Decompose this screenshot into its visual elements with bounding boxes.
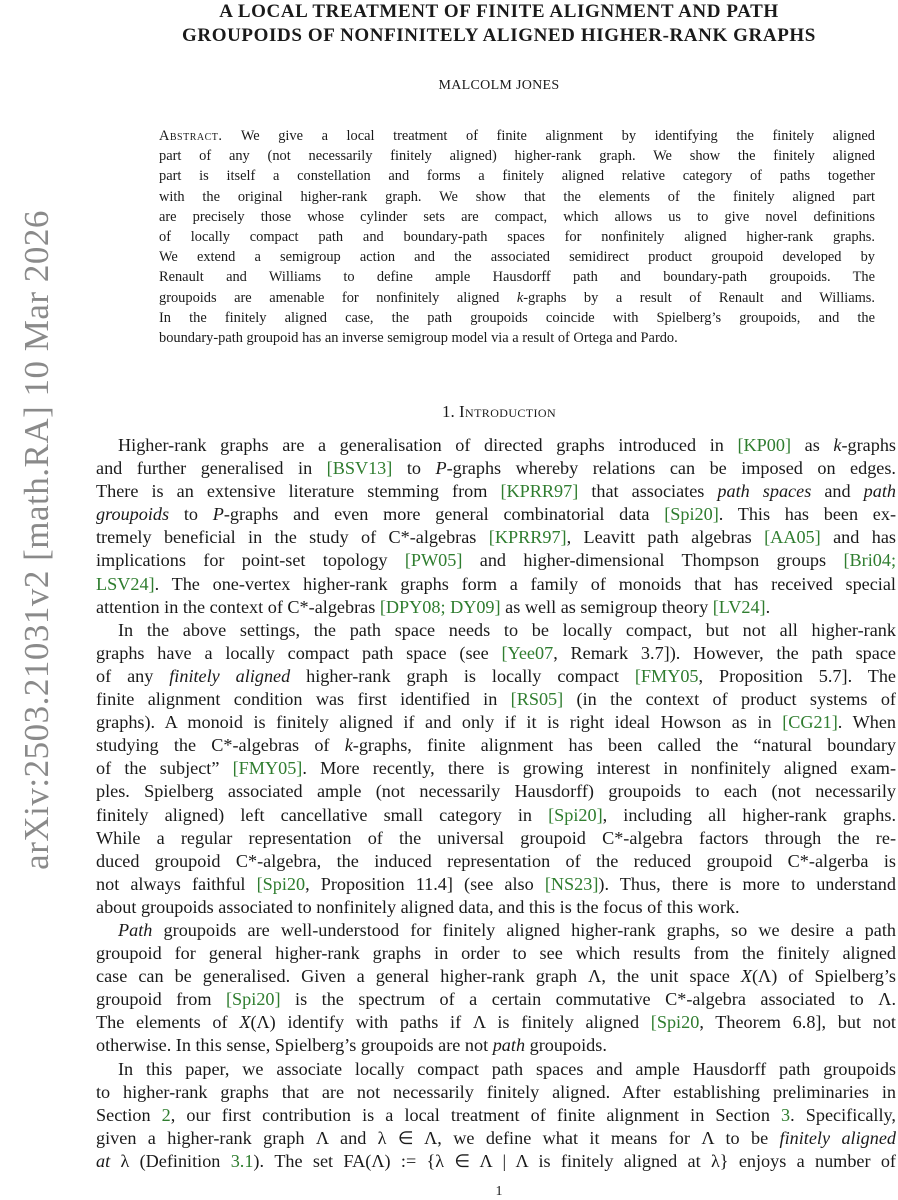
body-line xyxy=(96,480,896,503)
text: λ (Definition xyxy=(110,1150,231,1171)
text: higher-rank graph is locally compact xyxy=(290,665,635,686)
citation-link[interactable]: [Spi20] xyxy=(664,504,719,525)
page-number: 1 xyxy=(495,1184,503,1199)
body-line: In this paper, we associate locally compact path spaces and ample Hausdorff path groupoids xyxy=(118,1058,896,1079)
text: , Proposition 11.4] (see also xyxy=(305,873,545,894)
text: . Specifically, xyxy=(790,1104,896,1125)
body-text xyxy=(96,434,896,1173)
text: and xyxy=(811,481,864,502)
math-p: P xyxy=(212,504,224,525)
body-line xyxy=(96,1011,896,1034)
text: . This has been ex- xyxy=(718,504,896,525)
citation-link[interactable]: [DPY08; DY09] xyxy=(379,596,501,617)
body-line xyxy=(96,434,896,457)
math-k: k xyxy=(833,435,842,455)
citation-link[interactable]: [Bri04; xyxy=(843,550,896,571)
text: studying the C*-algebras of xyxy=(96,735,345,756)
text: as xyxy=(791,435,834,455)
text: -graphs whereby relations can be imposed on edges. xyxy=(446,458,896,479)
text: of the subject” xyxy=(96,758,233,779)
text: . More recently, there is growing interest in nonfinitely aligned exam- xyxy=(302,758,896,779)
abstract xyxy=(159,126,875,348)
text: , Remark 3.7]). However, the path space xyxy=(553,642,896,663)
text: -graphs and even more general combinatorial data xyxy=(223,504,665,525)
abstract-line: boundary-path groupoid has an inverse semigroup model via a result of Ortega and Pardo. xyxy=(159,330,678,347)
emphasis: Path xyxy=(118,919,153,940)
body-line xyxy=(96,665,896,688)
text: . The one-vertex higher-rank graphs form a family of monoids that has received special xyxy=(154,573,896,594)
text: . When xyxy=(837,712,897,733)
text: ). The set FA(Λ) := {λ ∈ Λ | Λ is finitely aligned at λ} enjoys a number of xyxy=(253,1150,896,1171)
abstract-line xyxy=(159,288,875,308)
math-k: k xyxy=(516,289,524,306)
text: to xyxy=(392,458,436,479)
body-line xyxy=(96,457,896,480)
citation-link[interactable]: [Spi20] xyxy=(548,804,603,825)
abstract-line: We give a local treatment of finite alignment by identifying the finitely aligned xyxy=(222,128,875,144)
citation-link[interactable]: [PW05] xyxy=(404,550,463,571)
emphasis: at xyxy=(96,1150,111,1171)
text: , Proposition 5.7]. The xyxy=(698,665,896,686)
citation-link[interactable]: [FMY05 xyxy=(634,665,699,686)
body-line: groupoid for general higher-rank graphs in order to see which results from the finitely aligned xyxy=(96,943,896,964)
body-line: In the above settings, the path space needs to be locally compact, but not all higher-rank xyxy=(118,619,896,640)
section-number: 1. xyxy=(441,402,455,421)
emphasis: finitely aligned xyxy=(779,1127,896,1148)
text: -graphs xyxy=(841,435,896,455)
text: otherwise. In this sense, Spielberg’s groupoids are not xyxy=(96,1035,493,1056)
text: groupoid from xyxy=(96,989,226,1010)
text: that associates xyxy=(578,481,718,502)
citation-link[interactable]: [Spi20 xyxy=(650,1012,700,1033)
body-line xyxy=(96,596,896,619)
math-k: k xyxy=(344,735,353,756)
title-line-2: GROUPOIDS OF NONFINITELY ALIGNED HIGHER-RANK GRAPHS xyxy=(182,25,816,46)
emphasis: path xyxy=(863,481,896,502)
abstract-line: with the original higher-rank graph. We show that the elements of the finitely aligned part xyxy=(159,188,875,205)
citation-link[interactable]: [RS05] xyxy=(510,689,564,710)
citation-link[interactable]: [KPRR97] xyxy=(500,481,579,502)
abstract-text: -graphs by a result of Renault and Williams. xyxy=(523,289,875,306)
section-title: Introduction xyxy=(458,402,557,421)
citation-link[interactable]: [LV24] xyxy=(712,596,766,617)
abstract-line: part is itself a constellation and forms a finitely aligned relative category of paths together xyxy=(159,168,875,185)
text: finite alignment condition was first identified in xyxy=(96,689,511,710)
body-line xyxy=(96,503,896,526)
body-line xyxy=(96,642,896,665)
body-line xyxy=(96,1104,896,1127)
body-line xyxy=(96,873,896,896)
citation-link[interactable]: [KP00] xyxy=(737,435,792,455)
body-line: about groupoids associated to nonfinitely aligned data, and this is the focus of this work. xyxy=(96,896,740,917)
section-ref-link[interactable]: 3 xyxy=(781,1104,791,1125)
body-line xyxy=(96,757,896,780)
citation-link[interactable]: [AA05] xyxy=(764,527,821,548)
text: and higher-dimensional Thompson groups xyxy=(462,550,844,571)
citation-link[interactable]: [Yee07 xyxy=(501,642,554,663)
text: (Λ) of Spielberg’s xyxy=(751,966,896,987)
text: finitely aligned) left cancellative small category in xyxy=(96,804,549,825)
definition-ref-link[interactable]: 3.1 xyxy=(230,1150,254,1171)
body-line xyxy=(96,711,896,734)
text: , our first contribution is a local treatment of finite alignment in Section xyxy=(170,1104,782,1125)
abstract-line: We extend a semigroup action and the associated semidirect product groupoid developed by xyxy=(159,249,875,266)
body-line: ples. Spielberg associated ample (not necessarily Hausdorff) groupoids to each (not necessarily xyxy=(96,781,896,802)
citation-link[interactable]: [FMY05] xyxy=(232,758,303,779)
text: groupoids are well-understood for finitely aligned higher-rank graphs, so we desire a path xyxy=(152,919,896,940)
abstract-line: are precisely those whose cylinder sets are compact, which allows us to give novel definitions xyxy=(159,208,875,225)
emphasis: groupoids xyxy=(96,504,170,525)
abstract-label: Abstract. xyxy=(159,128,223,144)
emphasis: finitely aligned xyxy=(169,665,291,686)
text: The elements of xyxy=(96,1012,240,1033)
math-p: P xyxy=(435,458,447,479)
body-line xyxy=(96,573,896,596)
body-line xyxy=(96,526,896,549)
body-line: duced groupoid C*-algebra, the induced representation of the reduced groupoid C*-algerba is xyxy=(96,850,896,871)
body-line xyxy=(96,1034,896,1057)
text: is the spectrum of a certain commutative C*-algebra associated to Λ. xyxy=(280,989,896,1010)
emphasis: path xyxy=(492,1035,526,1056)
body-line xyxy=(96,919,896,942)
abstract-line: part of any (not necessarily finitely aligned) higher-rank graph. We show the finitely aligned xyxy=(159,148,875,165)
text: to xyxy=(169,504,213,525)
body-line xyxy=(96,734,896,757)
math-x: X xyxy=(239,1012,251,1033)
abstract-text: groupoids are amenable for nonfinitely aligned xyxy=(159,289,517,306)
citation-link[interactable]: [Spi20 xyxy=(256,873,306,894)
citation-link[interactable]: [NS23] xyxy=(544,873,599,894)
paper-title xyxy=(100,0,898,48)
text: given a higher-rank graph Λ and λ ∈ Λ, we define what it means for Λ to be xyxy=(96,1127,780,1148)
citation-link[interactable]: [BSV13] xyxy=(326,458,393,479)
text: (Λ) identify with paths if Λ is finitely aligned xyxy=(250,1012,651,1033)
text: graphs have a locally compact path space (see xyxy=(96,642,502,663)
text: and has xyxy=(820,527,896,548)
text: , including all higher-rank graphs. xyxy=(602,804,896,825)
author-name: MALCOLM JONES xyxy=(438,78,560,93)
body-line xyxy=(96,804,896,827)
citation-link[interactable]: [KPRR97] xyxy=(488,527,567,548)
text: , Leavitt path algebras xyxy=(566,527,765,548)
text: and further generalised in xyxy=(96,458,327,479)
text: as well as semigroup theory xyxy=(500,596,713,617)
text: of any xyxy=(96,665,170,686)
citation-link[interactable]: LSV24] xyxy=(96,573,155,594)
abstract-line: In the finitely aligned case, the path groupoids coincide with Spielberg’s groupoids, and the xyxy=(159,309,875,326)
text: groupoids. xyxy=(525,1035,607,1056)
arxiv-stamp-text: arXiv:2503.21031v2 [math.RA] 10 Mar 2026 xyxy=(17,210,57,870)
body-line xyxy=(96,688,896,711)
body-line xyxy=(96,988,896,1011)
text: -graphs, finite alignment has been called the “natural boundary xyxy=(352,735,896,756)
text: graphs). A monoid is finitely aligned if and only if it is right ideal Howson as in xyxy=(96,712,783,733)
abstract-line: of locally compact path and boundary-path spaces for nonfinitely aligned higher-rank graphs. xyxy=(159,229,875,246)
body-line: to higher-rank graphs that are not necessarily finitely aligned. After establishing preliminaries in xyxy=(96,1081,896,1102)
text: not always faithful xyxy=(96,873,257,894)
body-line xyxy=(96,1150,896,1173)
math-x: X xyxy=(740,966,752,987)
arxiv-identifier-stamp xyxy=(12,180,62,900)
text: There is an extensive literature stemming from xyxy=(96,481,501,502)
text: . xyxy=(765,596,771,617)
citation-link[interactable]: [CG21] xyxy=(782,712,838,733)
body-line xyxy=(96,1127,896,1150)
text: , Theorem 6.8], but not xyxy=(699,1012,896,1033)
text: implications for point-set topology xyxy=(96,550,405,571)
body-line xyxy=(96,965,896,988)
abstract-line: Renault and Williams to define ample Hausdorff path and boundary-path groupoids. The xyxy=(159,269,875,286)
section-heading-introduction xyxy=(100,402,898,422)
citation-link[interactable]: [Spi20] xyxy=(226,989,281,1010)
text: (in the context of product systems of xyxy=(563,689,896,710)
text: tremely beneficial in the study of C*-algebras xyxy=(96,527,489,548)
text: case can be generalised. Given a general higher-rank graph Λ, the unit space xyxy=(96,966,741,987)
text: Section xyxy=(96,1104,162,1125)
emphasis: path spaces xyxy=(717,481,812,502)
text: ). Thus, there is more to understand xyxy=(598,873,896,894)
body-line: While a regular representation of the universal groupoid C*-algebra factors through the re- xyxy=(96,827,896,848)
text: Higher-rank graphs are a generalisation of directed graphs introduced in xyxy=(118,435,738,455)
title-line-1: A LOCAL TREATMENT OF FINITE ALIGNMENT AND PATH xyxy=(219,1,779,22)
body-line xyxy=(96,549,896,572)
text: attention in the context of C*-algebras xyxy=(96,596,380,617)
section-ref-link[interactable]: 2 xyxy=(161,1104,171,1125)
